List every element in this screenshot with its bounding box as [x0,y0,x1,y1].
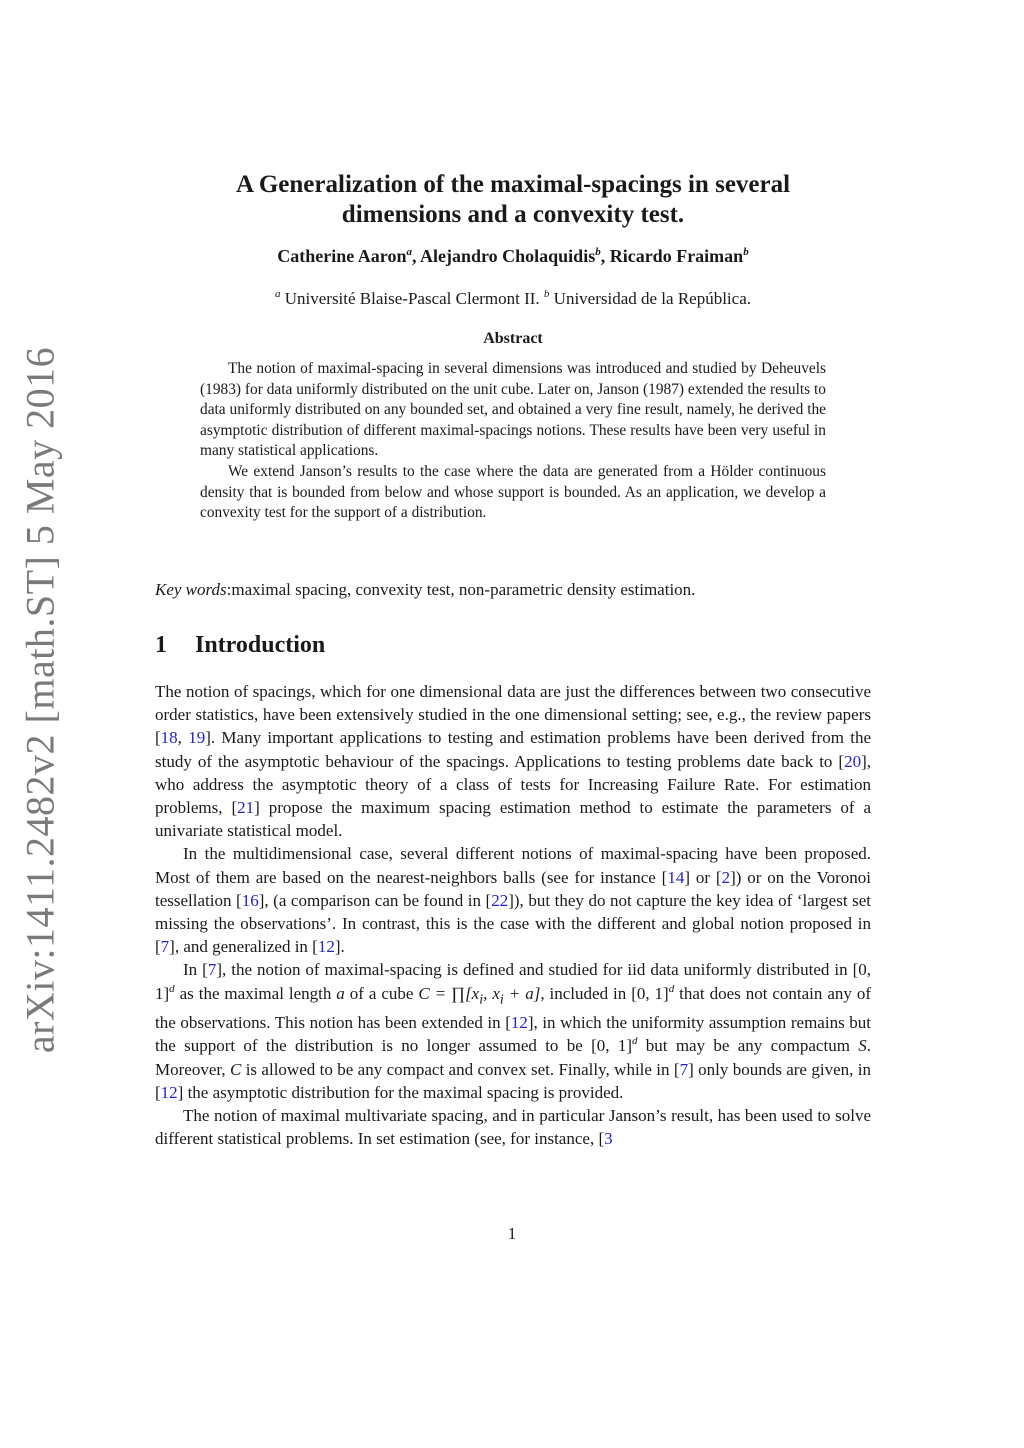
section-heading [155,632,325,659]
math-expression: [0, 1] [631,983,669,1003]
abstract-body [200,359,826,524]
section-body [155,680,871,1150]
author-affiliation-mark: b [595,246,601,258]
math-subscript: i [479,991,484,1008]
citation-link[interactable]: 19 [188,728,206,748]
citation-link[interactable]: 16 [241,890,259,910]
affiliation-text: Universidad de la República. [553,289,751,308]
author-name: Ricardo Fraiman [609,246,744,266]
section-number: 1 [155,632,167,658]
affiliation-mark: a [274,288,281,300]
citation-link[interactable]: 7 [679,1059,689,1079]
math-expression: [0, 1] [155,960,872,1003]
abstract-heading: Abstract [483,330,543,347]
citation-link[interactable]: 21 [237,798,255,818]
citation-link[interactable]: 20 [844,751,862,771]
citation-link[interactable]: 12 [160,1082,178,1102]
math-superscript: d [631,1035,638,1048]
citation-link[interactable]: 12 [317,937,335,957]
keywords-text: :maximal spacing, convexity test, non-parametric density estimation. [226,580,696,599]
math-expression: C [229,1059,242,1079]
author-list: Catherine Aaron$^a$, Alejandro Cholaquidis$^b$, Ricardo Fraiman$^b$ [277,246,749,266]
math-expression: , x [483,983,500,1003]
citation-link[interactable]: 3 [604,1129,613,1149]
math-expression: C = ∏[x [418,983,480,1003]
author-name: Catherine Aaron [277,246,407,266]
arxiv-side-stamp [0,270,80,1130]
math-expression: S [858,1036,867,1056]
abstract-paragraph: We extend Janson’s results to the case where the data are generated from a Hölder continuous density that is bounded from below and whose support is bounded. As an application, we develop a convexity test for the support of a distribution. [200,462,826,522]
affiliation-mark: b [543,288,550,300]
citation-link[interactable]: 2 [721,867,731,887]
math-superscript: d [169,982,175,995]
affiliation-text: Université Blaise-Pascal Clermont II. [284,289,540,308]
body-paragraph: The notion of maximal multivariate spacing, and in particular Janson’s result, has been used to solve different statistical problems. In set estimation (see, for instance, [3 [155,1106,871,1149]
author-affiliation-mark: b [743,246,749,258]
citation-link[interactable]: 18 [160,728,178,748]
page-number: 1 [507,1224,517,1243]
body-paragraph: In [7], the notion of maximal-spacing is defined and studied for iid data uniformly distributed in [0, 1]$^d$ as the maximal length a of a cube $C = \prod[x_i$, $x_i + a$], included in [0, 1]$^d$ that does not contain any of the observations. This notion has been extended in [12], in which the uniformity assumption remains but the support of the distribution is no longer assumed to be [0, 1]$^d$ but may be any compactum S. Moreover, C is allowed to be any compact and convex set. Finally, while in [7] only bounds are given, in [12] the asymptotic distribution for the maximal spacing is provided. [155,960,872,1102]
citation-link[interactable]: 22 [491,890,509,910]
keywords-label: Key words [155,580,227,599]
arxiv-identifier[interactable]: arXiv:1411.2482v2 [math.ST] 5 May 2016 [17,346,63,1054]
math-expression: a [336,983,345,1003]
abstract-paragraph: The notion of maximal-spacing in several dimensions was introduced and studied by Deheuvels (1983) for data uniformly distributed on the unit cube. Later on, Janson (1987) extended the results to data uniformly distributed on any bounded set, and obtained a very fine result, namely, he derived the asymptotic distribution of different maximal-spacings notions. These results have been very useful in many statistical applications. [200,360,826,460]
math-subscript: i [499,991,504,1008]
body-paragraph: In the multidimensional case, several different notions of maximal-spacing have been proposed. Most of them are based on the nearest-neighbors balls (see for instance [14] or [2]) or on the Voronoi tessellation [16], (a comparison can be found in [22]), but they do not capture the key idea of ‘largest set missing the observations’. In contrast, this is the case with the different and global notion proposed in [7], and generalized in [12]. [155,844,871,957]
citation-link[interactable]: 7 [160,937,170,957]
math-expression: [0, 1] [591,1036,632,1056]
keywords-line [155,580,871,600]
section-title: Introduction [195,632,326,658]
math-expression: + a] [503,983,541,1003]
author-name: Alejandro Cholaquidis [419,246,596,266]
citation-link[interactable]: 12 [510,1013,528,1033]
math-superscript: d [668,982,675,995]
citation-link[interactable]: 14 [667,867,685,887]
affiliation-list [155,289,871,309]
paper-title: A Generalization of the maximal-spacings in several dimensions and a convexity test. [235,171,791,228]
body-paragraph: The notion of spacings, which for one dimensional data are just the differences between two consecutive order statistics, have been extensively studied in the one dimensional setting; see, e.g., the review papers [18, 19]. Many important applications to testing and estimation problems have been derived from the study of the asymptotic behaviour of the spacings. Applications to testing problems date back to [20], who address the asymptotic theory of a class of tests for Increasing Failure Rate. For estimation problems, [21] propose the maximum spacing estimation method to estimate the parameters of a univariate statistical model. [155,682,871,841]
citation-link[interactable]: 7 [207,960,217,980]
author-affiliation-mark: a [406,246,412,258]
